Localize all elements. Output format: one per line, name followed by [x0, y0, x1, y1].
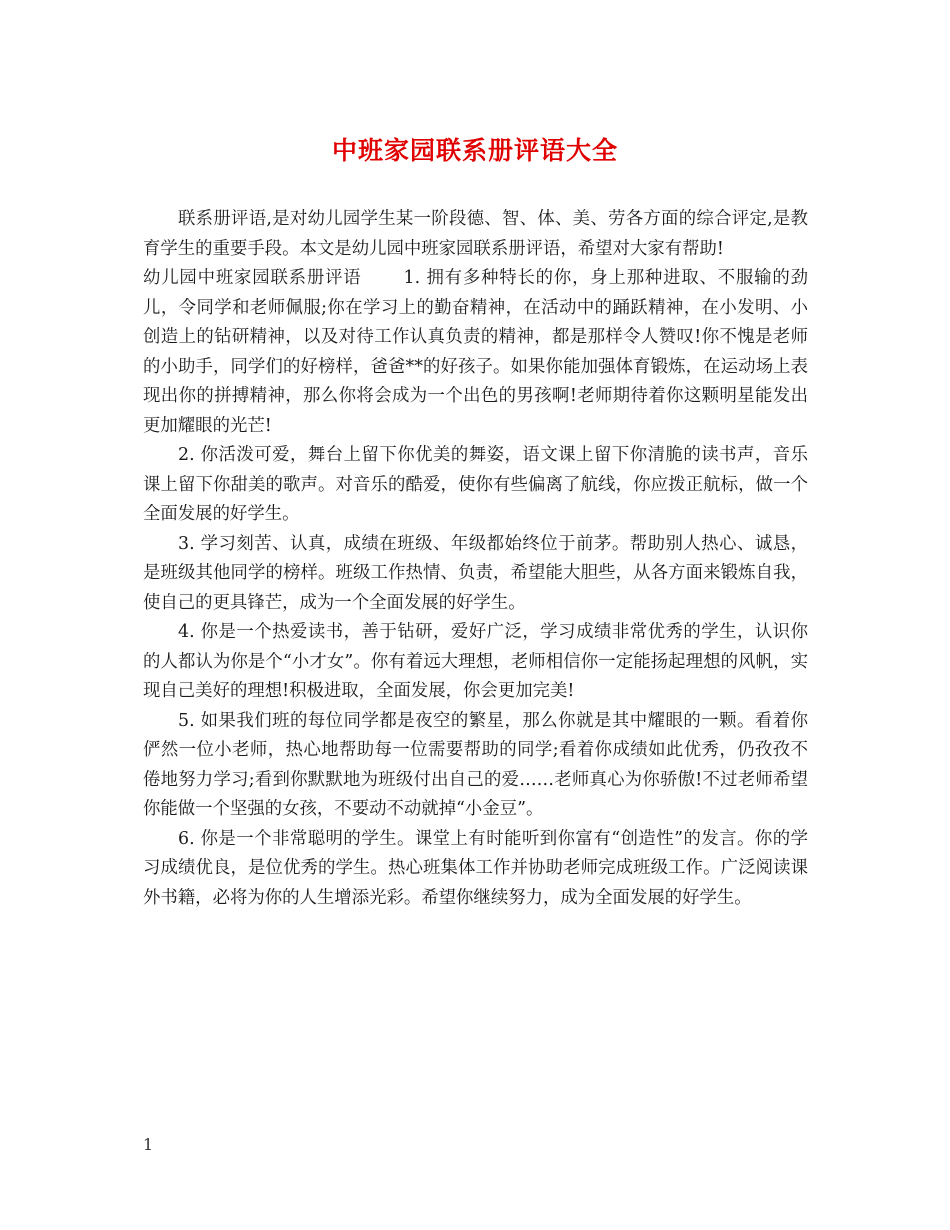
- intro-paragraph: [143, 205, 808, 441]
- comment-item-5: 5. 如果我们班的每位同学都是夜空的繁星，那么你就是其中耀眼的一颗。看着你俨然一位小老师，热心地帮助每一位需要帮助的同学;看着你成绩如此优秀，仍孜孜不倦地努力学习;看到你默默地为班级付出自己的爱……老师真心为你骄傲!不过老师希望你能做一个坚强的女孩，不要动不动就掉“小金豆”。: [143, 710, 808, 819]
- document-title: 中班家园联系册评语大全: [331, 136, 618, 165]
- page-number: 1: [143, 1135, 154, 1154]
- comment-item-3: 3. 学习刻苦、认真，成绩在班级、年级都始终位于前茅。帮助别人热心、诚恳，是班级其他同学的榜样。班级工作热情、负责，希望能大胆些，从各方面来锻炼自我，使自己的更具锋芒，成为一个全面发展的好学生。: [143, 533, 808, 613]
- comment-item-6: 6. 你是一个非常聪明的学生。课堂上有时能听到你富有“创造性”的发言。你的学习成绩优良，是位优秀的学生。热心班集体工作并协助老师完成班级工作。广泛阅读课外书籍，必将为你的人生增添光彩。希望你继续努力，成为全面发展的好学生。: [143, 828, 808, 908]
- comment-item-4: 4. 你是一个热爱读书，善于钻研，爱好广泛，学习成绩非常优秀的学生，认识你的人都认为你是个“小才女”。你有着远大理想，老师相信你一定能扬起理想的风帆，实现自己美好的理想!积极进取，全面发展，你会更加完美!: [143, 622, 808, 701]
- comment-item-1: 1. 拥有多种特长的你，身上那种进取、不服输的劲儿，令同学和老师佩服;你在学习上的勤奋精神，在活动中的踊跃精神，在小发明、小创造上的钻研精神，以及对待工作认真负责的精神，都是那样令人赞叹!你不愧是老师的小助手，同学们的好榜样，爸爸**的好孩子。如果你能加强体育锻炼，在运动场上表现出你的拼搏精神，那么你将会成为一个出色的男孩啊!老师期待着你这颗明星能发出更加耀眼的光芒!: [143, 268, 808, 436]
- document-body: [143, 205, 808, 913]
- section-heading: 幼儿园中班家园联系册评语: [143, 268, 362, 288]
- intro-text: 联系册评语,是对幼儿园学生某一阶段德、智、体、美、劳各方面的综合评定,是教育学生的重要手段。本文是幼儿园中班家园联系册评语，希望对大家有帮助!: [143, 209, 808, 259]
- comment-item-2: 2. 你活泼可爱，舞台上留下你优美的舞姿，语文课上留下你清脆的读书声，音乐课上留下你甜美的歌声。对音乐的酷爱，使你有些偏离了航线，你应拨正航标，做一个全面发展的好学生。: [143, 445, 808, 524]
